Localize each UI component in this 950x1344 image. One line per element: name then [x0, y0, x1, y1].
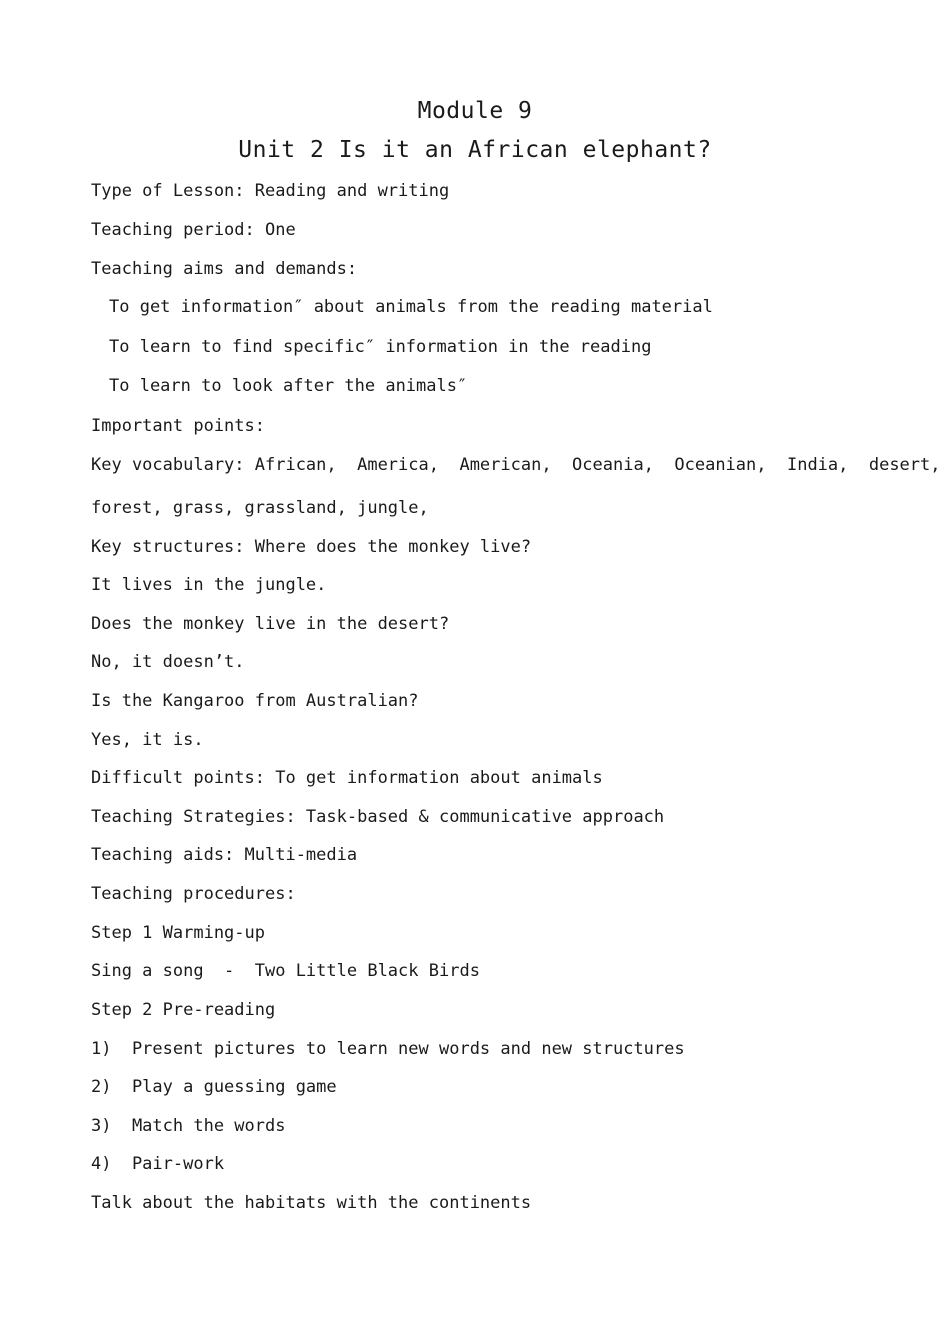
numbered-item: 2) Play a guessing game: [91, 1077, 337, 1097]
aim-item: To learn to find specific″ information in the reading: [109, 337, 652, 357]
teaching-aims-heading: Teaching aims and demands:: [91, 259, 358, 279]
structure-example: No, it doesn’t.: [91, 652, 245, 672]
key-vocabulary-line: Key vocabulary: African, America, American, Oceania, Oceanian, India, desert,: [91, 455, 941, 475]
unit-title: Unit 2 Is it an African elephant?: [238, 137, 712, 163]
aim-item: To get information″ about animals from the reading material: [109, 297, 713, 317]
important-points-heading: Important points:: [91, 416, 265, 436]
aim-item: To learn to look after the animals″: [109, 376, 468, 396]
teaching-period-line: Teaching period: One: [91, 220, 296, 240]
step-heading: Step 1 Warming-up: [91, 923, 265, 943]
structure-example: Does the monkey live in the desert?: [91, 614, 450, 634]
pair-work-detail: Talk about the habitats with the continents: [91, 1193, 532, 1213]
teaching-strategies-line: Teaching Strategies: Task-based & communicative approach: [91, 807, 665, 827]
numbered-item: 1) Present pictures to learn new words and new structures: [91, 1039, 685, 1059]
structure-example: Is the Kangaroo from Australian?: [91, 691, 419, 711]
lesson-type-line: Type of Lesson: Reading and writing: [91, 181, 450, 201]
difficult-points-line: Difficult points: To get information about animals: [91, 768, 603, 788]
step-detail: Sing a song - Two Little Black Birds: [91, 961, 480, 981]
structure-example: Yes, it is.: [91, 730, 204, 750]
key-vocabulary-continued: forest, grass, grassland, jungle,: [91, 498, 429, 518]
numbered-item: 4) Pair-work: [91, 1154, 225, 1174]
teaching-aids-line: Teaching aids: Multi-media: [91, 845, 358, 865]
step-heading: Step 2 Pre-reading: [91, 1000, 276, 1020]
numbered-item: 3) Match the words: [91, 1116, 286, 1136]
structure-example: It lives in the jungle.: [91, 575, 327, 595]
module-title: Module 9: [417, 98, 533, 124]
teaching-procedures-heading: Teaching procedures:: [91, 884, 296, 904]
key-structures-line: Key structures: Where does the monkey live?: [91, 537, 532, 557]
